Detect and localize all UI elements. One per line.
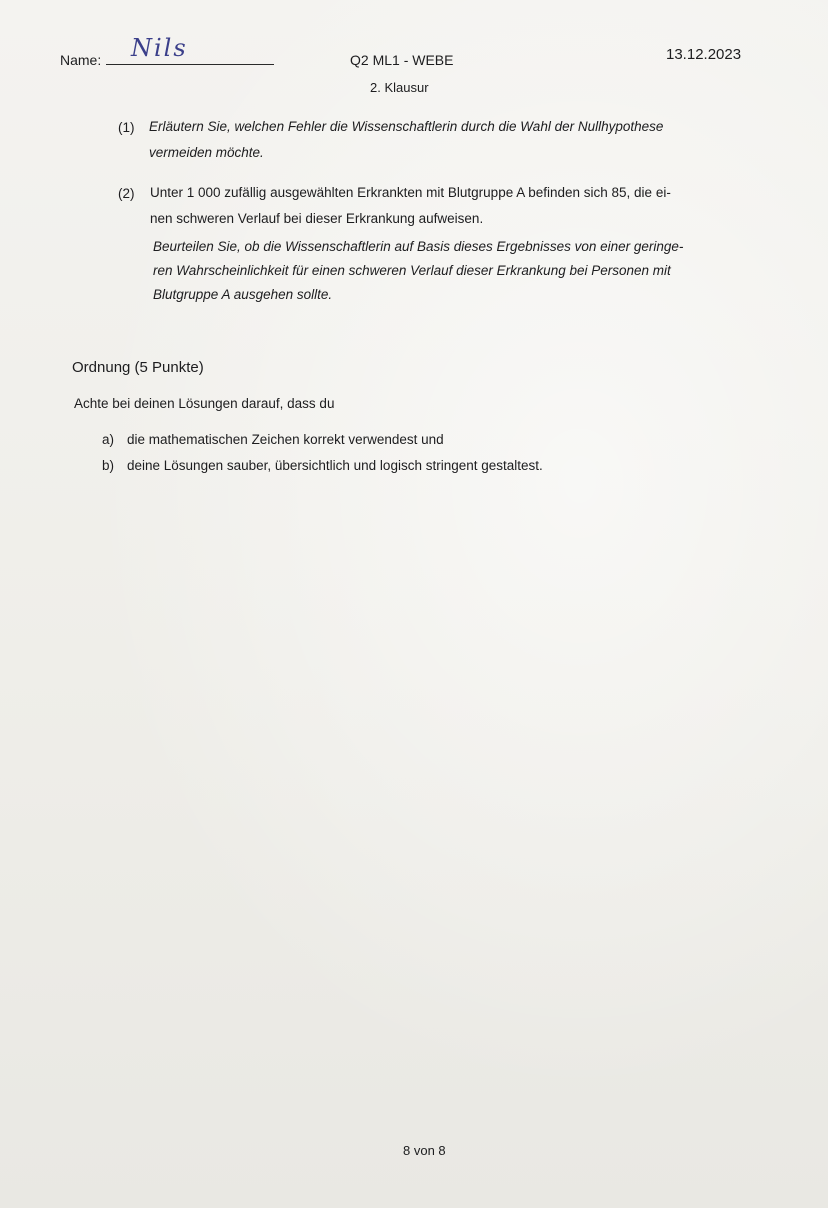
task-2-text bbox=[150, 180, 671, 232]
task-1-number: (1) bbox=[118, 120, 135, 135]
exam-date: 13.12.2023 bbox=[666, 46, 742, 63]
order-item-b-text: deine Lösungen sauber, übersichtlich und logisch stringent gestaltest. bbox=[127, 458, 543, 473]
course-code: Q2 ML1 - WEBE bbox=[350, 52, 454, 68]
exam-title: 2. Klausur bbox=[370, 80, 429, 95]
task-2-line-2: nen schweren Verlauf bei dieser Erkrankung aufweisen. bbox=[150, 211, 484, 226]
order-item-a-letter: a) bbox=[102, 432, 115, 447]
name-label: Name: bbox=[60, 52, 102, 68]
handwritten-name: Nils bbox=[131, 34, 188, 62]
order-item-b-letter: b) bbox=[102, 458, 115, 473]
order-intro: Achte bei deinen Lösungen darauf, dass du bbox=[74, 396, 335, 411]
task-1-line-2: vermeiden möchte. bbox=[149, 145, 264, 160]
task-2-question bbox=[153, 235, 683, 307]
order-heading: Ordnung (5 Punkte) bbox=[72, 359, 204, 376]
task-1-text bbox=[149, 114, 663, 166]
task-2-question-line-3: Blutgruppe A ausgehen sollte. bbox=[153, 287, 333, 302]
page-number: 8 von 8 bbox=[403, 1143, 446, 1158]
task-2-line-1: Unter 1 000 zufällig ausgewählten Erkrankten mit Blutgruppe A befinden sich 85, die ei- bbox=[150, 185, 671, 200]
order-item-a-text: die mathematischen Zeichen korrekt verwendest und bbox=[127, 432, 444, 447]
task-1-line-1: Erläutern Sie, welchen Fehler die Wissenschaftlerin durch die Wahl der Nullhypothese bbox=[149, 119, 664, 134]
name-underline bbox=[106, 64, 274, 65]
task-2-question-line-1: Beurteilen Sie, ob die Wissenschaftlerin auf Basis dieses Ergebnisses von einer geringe- bbox=[153, 239, 684, 254]
task-2-question-line-2: ren Wahrscheinlichkeit für einen schweren Verlauf dieser Erkrankung bei Personen mit bbox=[153, 263, 671, 278]
task-2-number: (2) bbox=[118, 186, 135, 201]
